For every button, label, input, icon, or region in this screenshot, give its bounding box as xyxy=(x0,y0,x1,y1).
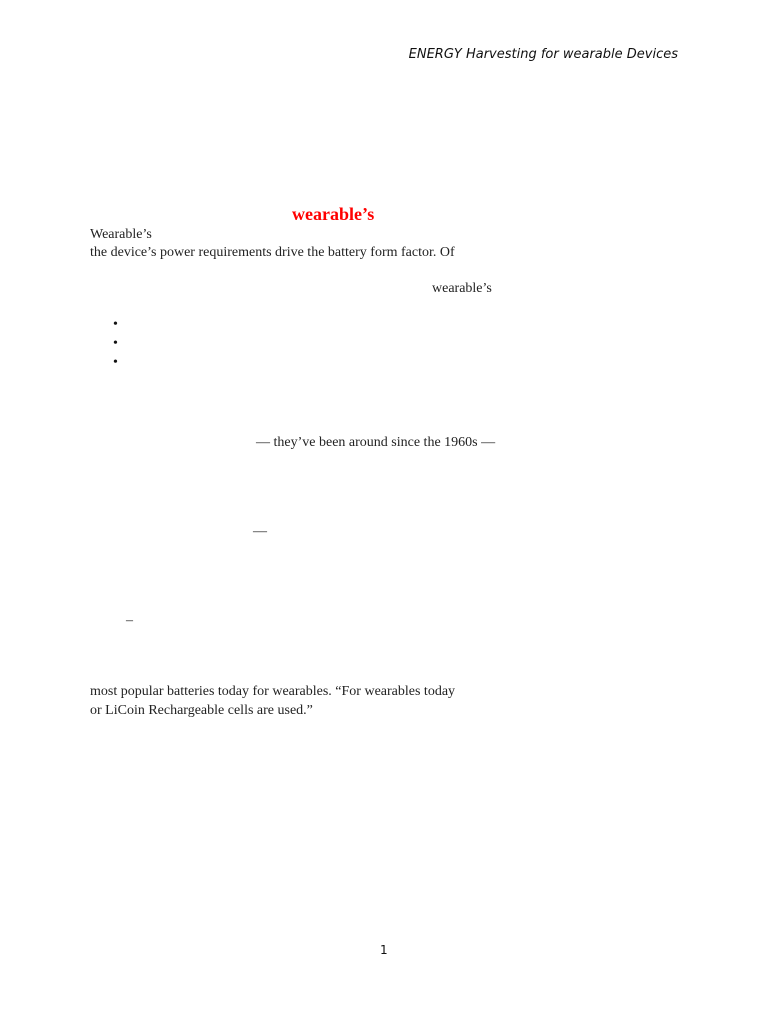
list-bullet: • xyxy=(113,355,118,370)
paragraph-line: wearable’s xyxy=(432,281,492,296)
paragraph-line: the device’s power requirements drive the battery form factor. Of xyxy=(90,245,455,260)
section-heading: wearable’s xyxy=(292,204,375,224)
paragraph-line: — they’ve been around since the 1960s — xyxy=(256,435,496,450)
paragraph-line: – xyxy=(126,613,133,628)
paragraph-line: most popular batteries today for wearables. “For wearables today xyxy=(90,684,456,699)
running-header: ENERGY Harvesting for wearable Devices xyxy=(408,47,678,62)
paragraph-line: or LiCoin Rechargeable cells are used.” xyxy=(90,703,313,718)
list-bullet: • xyxy=(113,336,118,351)
list-bullet: • xyxy=(113,317,118,332)
page-number: 1 xyxy=(380,943,388,957)
paragraph-line: Wearable’s xyxy=(90,227,152,242)
paragraph-line: — xyxy=(253,524,267,539)
